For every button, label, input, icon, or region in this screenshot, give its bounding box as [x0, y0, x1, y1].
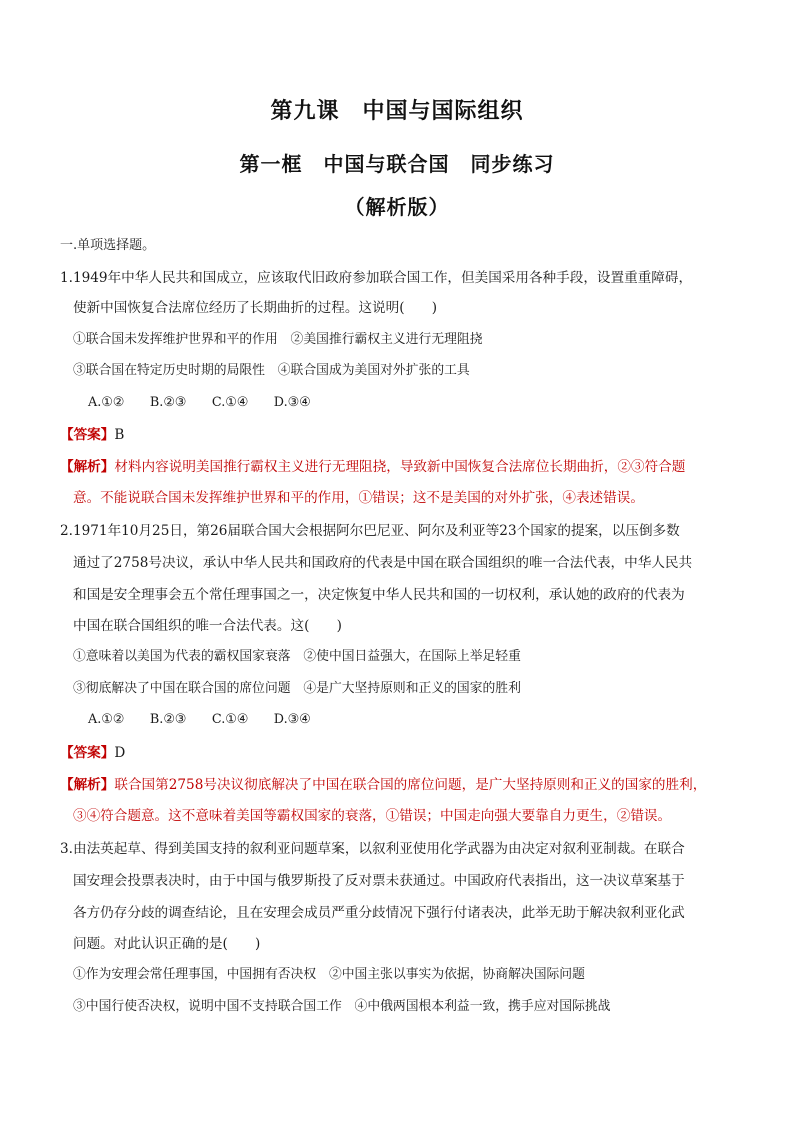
q1-answer	[60, 425, 124, 445]
answer-value: B	[114, 427, 125, 443]
q1-options-line2: ③联合国在特定历史时期的局限性 ④联合国成为美国对外扩张的工具	[73, 363, 470, 378]
q1-stem-line2: 使新中国恢复合法席位经历了长期曲折的过程。这说明( )	[73, 300, 438, 316]
analysis-text-line1: 联合国第2758号决议彻底解决了中国在联合国的席位问题，是广大坚持原则和正义的国家的胜利，	[114, 777, 707, 793]
answer-tag: 【答案】	[60, 745, 115, 761]
q3-options-line1: ①作为安理会常任理事国，中国拥有否决权 ②中国主张以事实为依据，协商解决国际问题	[73, 967, 585, 982]
q3-stem-line4: 问题。对此认识正确的是( )	[73, 936, 261, 952]
q1-options-line1: ①联合国未发挥维护世界和平的作用 ②美国推行霸权主义进行无理阻挠	[73, 332, 483, 347]
q2-analysis	[60, 775, 706, 795]
lesson-title: 第九课 中国与国际组织	[270, 98, 524, 124]
answer-tag: 【答案】	[60, 427, 115, 443]
analysis-tag: 【解析】	[60, 459, 115, 475]
analysis-text-line1: 材料内容说明美国推行霸权主义进行无理阻挠，导致新中国恢复合法席位长期曲折，②③符合题	[114, 459, 686, 475]
q1-choices: A.①② B.②③ C.①④ D.③④	[88, 395, 311, 410]
analysis-tag: 【解析】	[60, 777, 115, 793]
section-heading: 一.单项选择题。	[60, 238, 156, 253]
q3-stem-line2: 国安理会投票表决时，由于中国与俄罗斯投了反对票未获通过。中国政府代表指出，这一决议草案基于	[73, 873, 685, 889]
q2-options-line1: ①意味着以美国为代表的霸权国家衰落 ②使中国日益强大，在国际上举足轻重	[73, 649, 521, 664]
q3-stem-line3: 各方仍存分歧的调查结论，且在安理会成员严重分歧情况下强行付诸表决，此举无助于解决叙利亚化武	[73, 905, 685, 921]
q3-options-line2: ③中国行使否决权，说明中国不支持联合国工作 ④中俄两国根本利益一致，携手应对国际挑战	[73, 999, 611, 1014]
q2-stem-line3: 和国是安全理事会五个常任理事国之一，决定恢复中华人民共和国的一切权利，承认她的政府的代表为	[73, 587, 685, 603]
version-title: （解析版）	[344, 195, 450, 219]
q2-options-line2: ③彻底解决了中国在联合国的席位问题 ④是广大坚持原则和正义的国家的胜利	[73, 681, 521, 696]
q2-choices: A.①② B.②③ C.①④ D.③④	[88, 712, 311, 727]
answer-value: D	[114, 745, 126, 761]
q1-stem-line1: 1.1949年中华人民共和国成立，应该取代旧政府参加联合国工作，但美国采用各种手段，设置重重障碍，	[60, 270, 693, 286]
q2-stem-line1: 2.1971年10月25日，第26届联合国大会根据阿尔巴尼亚、阿尔及利亚等23个国家的提案，以压倒多数	[60, 523, 680, 539]
q1-analysis-line2: 意。不能说联合国未发挥维护世界和平的作用，①错误；这不是美国的对外扩张，④表述错误。	[73, 490, 644, 506]
q2-stem-line2: 通过了2758号决议，承认中华人民共和国政府的代表是中国在联合国组织的唯一合法代表，中华人民共	[73, 555, 693, 571]
q2-stem-line4: 中国在联合国组织的唯一合法代表。这( )	[73, 618, 342, 634]
q2-answer	[60, 743, 125, 763]
q1-analysis	[60, 457, 685, 477]
q2-analysis-line2: ③④符合题意。这不意味着美国等霸权国家的衰落，①错误；中国走向强大要靠自力更生，②错误。	[73, 808, 672, 824]
q3-stem-line1: 3.由法英起草、得到美国支持的叙利亚问题草案，以叙利亚使用化学武器为由决定对叙利亚制裁。在联合	[60, 841, 685, 857]
frame-title: 第一框 中国与联合国 同步练习	[239, 152, 555, 176]
